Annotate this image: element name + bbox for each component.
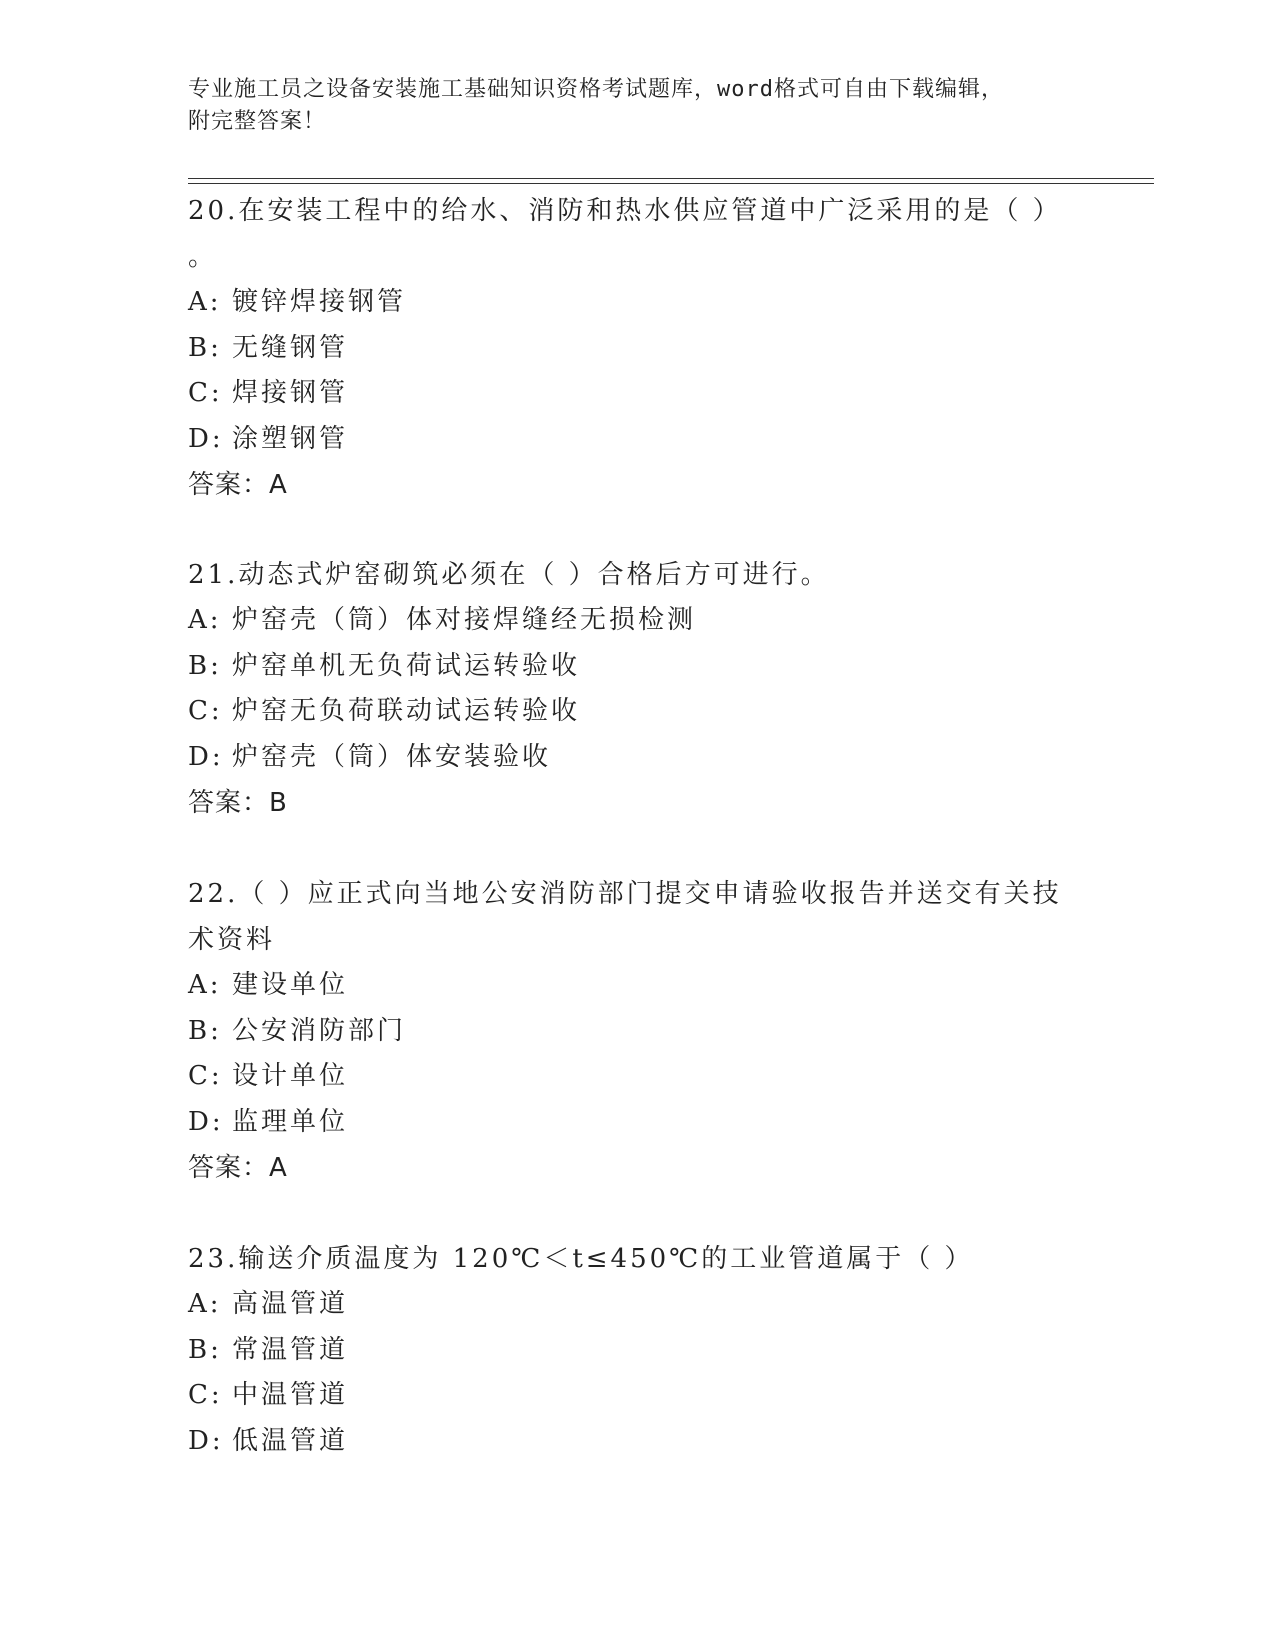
option-a [188,598,1088,644]
header-divider-bottom [188,183,1154,184]
question-stem [188,1236,1088,1282]
question-stem-text: 22.（ ）应正式向当地公安消防部门提交申请验收报告并送交有关技 [188,879,1062,909]
option-key: C: [188,696,223,726]
option-text: 低温管道 [232,1425,349,1456]
header-line-1: 专业施工员之设备安装施工基础知识资格考试题库，word格式可自由下载编辑， [188,77,1004,102]
option-c [188,1373,1088,1419]
header-line-2: 附完整答案！ [188,109,327,134]
answer-line: 答案：B [188,788,288,818]
option-d [188,735,1088,781]
option-text: 设计单位 [232,1061,349,1091]
option-a [188,1282,1088,1328]
option-c [188,689,1088,735]
option-b [188,644,1088,690]
header-divider-top [188,178,1154,179]
option-key: A: [188,970,222,1000]
option-text: 建设单位 [232,970,349,1000]
option-text: 监理单位 [232,1106,349,1137]
option-b [188,326,1088,372]
question-23 [188,1236,1088,1464]
option-d [188,1419,1088,1465]
option-a [188,280,1088,326]
question-stem-continuation: 。 [188,242,218,272]
option-key: D: [188,423,224,454]
question-21 [188,552,1088,826]
option-b [188,1328,1088,1374]
option-key: A: [188,287,222,317]
question-stem-text: 21.动态式炉窑砌筑必须在（ ）合格后方可进行。 [188,560,830,590]
option-text: 炉窑单机无负荷试运转验收 [232,650,581,681]
answer-line: 答案：A [188,1153,288,1183]
option-key: A: [188,1289,222,1319]
option-key: D: [188,1106,224,1137]
option-key: A: [188,605,222,635]
option-key: B: [188,1015,222,1046]
option-key: D: [188,1425,224,1456]
option-key: C: [188,378,223,408]
option-d [188,1100,1088,1146]
answer-line: 答案：A [188,470,288,500]
option-a [188,963,1088,1009]
option-key: B: [188,650,222,681]
option-text: 公安消防部门 [232,1015,407,1046]
option-b [188,1009,1088,1055]
option-key: B: [188,332,222,363]
option-c [188,1054,1088,1100]
option-text: 炉窑壳（筒）体对接焊缝经无损检测 [232,605,697,635]
option-text: 镀锌焊接钢管 [232,287,407,317]
option-key: C: [188,1061,223,1091]
question-20 [188,188,1088,508]
option-key: D: [188,741,224,772]
option-text: 炉窑无负荷联动试运转验收 [232,696,581,726]
option-text: 焊接钢管 [232,378,349,408]
question-stem [188,552,1088,598]
document-header [188,74,1068,138]
question-stem-continuation: 术资料 [188,925,276,955]
question-stem-text: 23.输送介质温度为 120℃＜t≤450℃的工业管道属于（ ） [188,1244,974,1274]
option-text: 中温管道 [232,1380,349,1410]
option-text: 高温管道 [232,1289,349,1319]
option-c [188,371,1088,417]
option-text: 炉窑壳（筒）体安装验收 [232,741,552,772]
option-text: 涂塑钢管 [232,423,349,454]
option-text: 常温管道 [232,1334,349,1365]
option-text: 无缝钢管 [232,332,349,363]
option-key: C: [188,1380,223,1410]
question-stem [188,871,1088,963]
option-d [188,417,1088,463]
option-key: B: [188,1334,222,1365]
question-stem-text: 20.在安装工程中的给水、消防和热水供应管道中广泛采用的是（ ） [188,196,1062,226]
question-22 [188,871,1088,1191]
question-stem [188,188,1088,280]
